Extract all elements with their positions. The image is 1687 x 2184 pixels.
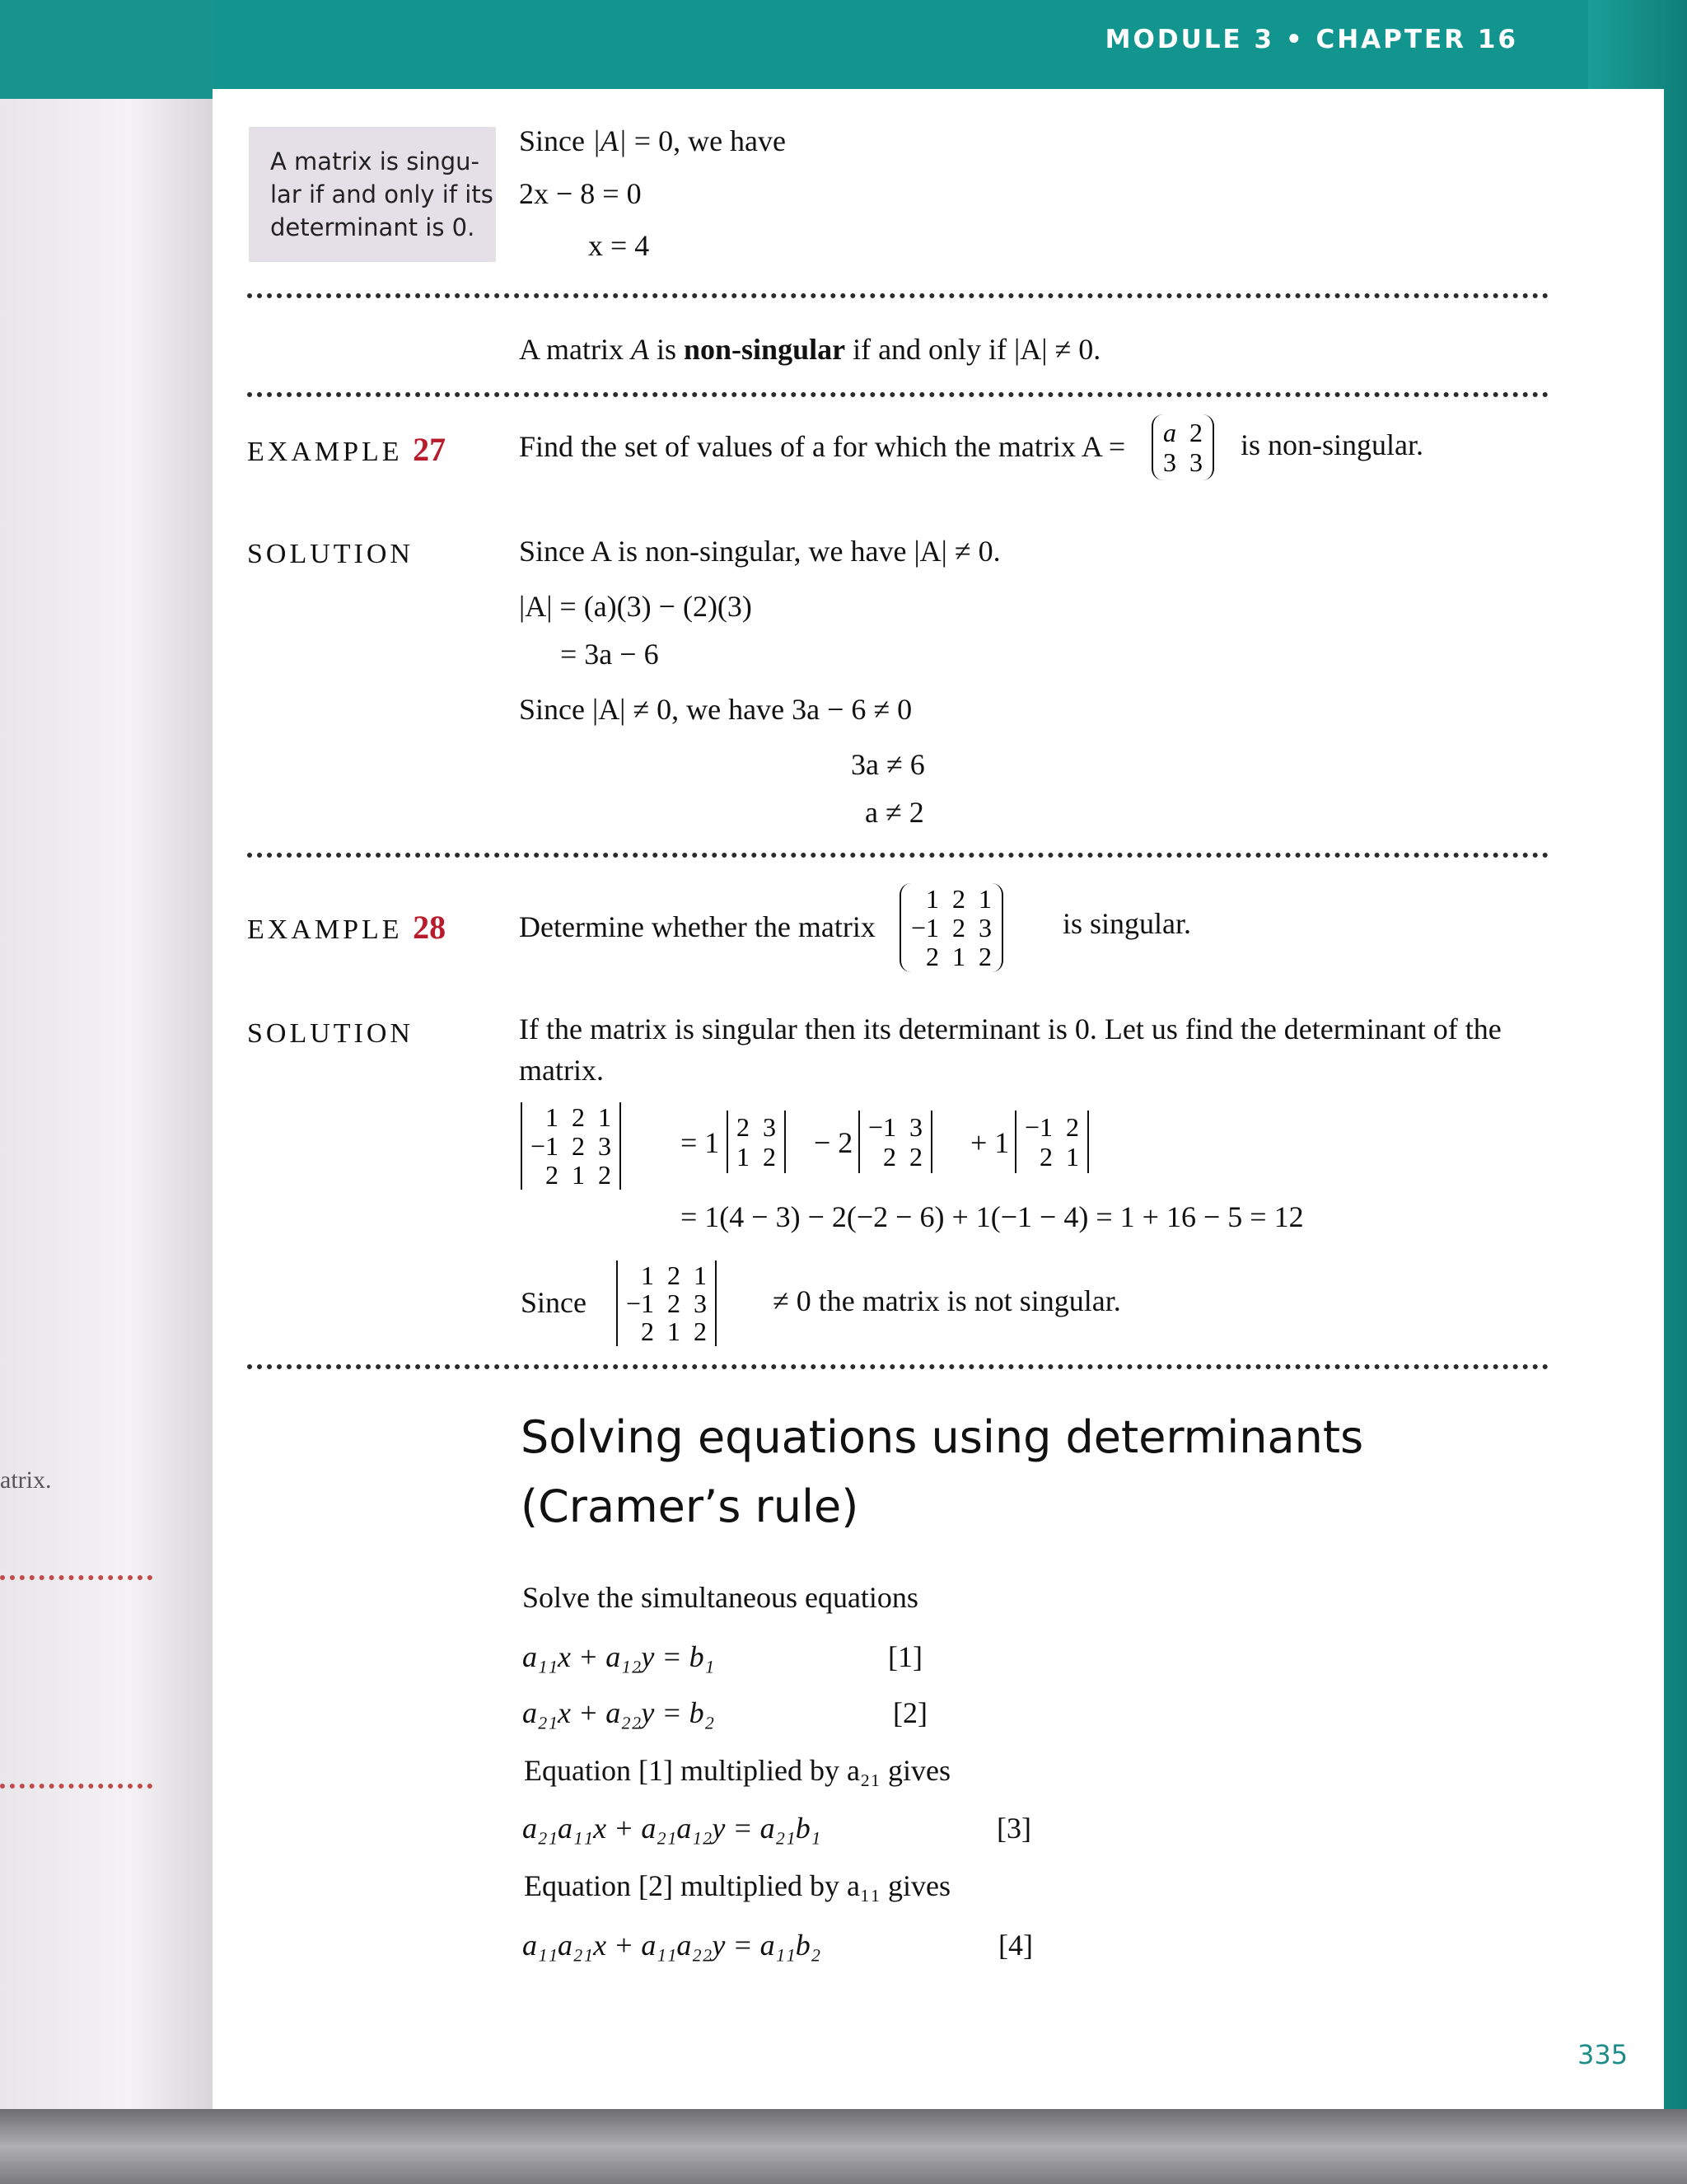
minor-determinant-3 (1015, 1111, 1089, 1173)
definition-text: A matrix (519, 333, 631, 366)
expansion-result: = 1(4 − 3) − 2(−2 − 6) + 1(−1 − 4) = 1 + 16 − 5 = 12 (680, 1200, 1304, 1233)
solution-line: Since |A| ≠ 0, we have 3a − 6 ≠ 0 (519, 693, 913, 726)
equation-1: a₁₁x + a₁₂y = b₁ (522, 1640, 715, 1673)
example-27-question-suffix: is non-singular. (1241, 428, 1423, 461)
det-right-bar (710, 1260, 717, 1346)
det-cell: 2 (736, 1112, 750, 1142)
expansion-coefficient: + 1 (970, 1126, 1010, 1159)
since-label: Since (521, 1286, 586, 1319)
section-divider (247, 1364, 1549, 1369)
det-cell: 2 (667, 1260, 681, 1290)
step-text-1: Equation [1] multiplied by a₂₁ gives (524, 1754, 951, 1787)
det-cell: 1 (545, 1101, 559, 1132)
matrix-cell: −1 (911, 912, 940, 942)
det-cell: 2 (598, 1159, 612, 1190)
det-cell: 2 (909, 1142, 923, 1172)
section-divider (247, 392, 1549, 397)
intro-text: = 0, we have (626, 124, 787, 157)
determinant-3x3-repeat (616, 1260, 717, 1346)
det-right-bar (1082, 1111, 1089, 1173)
matrix-cell: 2 (1189, 418, 1203, 447)
det-cell: 2 (572, 1130, 586, 1161)
det-cell: 3 (763, 1112, 776, 1142)
intro-line-1 (519, 124, 786, 158)
example-27-matrix (1152, 414, 1214, 480)
example-28-matrix (900, 883, 1003, 972)
equation-tag-3: [3] (997, 1812, 1031, 1845)
page-number: 335 (1577, 2039, 1629, 2070)
example-28-question-suffix: is singular. (1063, 907, 1192, 940)
matrix-cell: 2 (926, 941, 940, 971)
section-intro: Solve the simultaneous equations (522, 1581, 918, 1614)
running-header: MODULE 3 • CHAPTER 16 (1105, 25, 1518, 54)
section-heading (521, 1403, 1363, 1541)
det-cell: 3 (694, 1288, 708, 1318)
det-cell: 2 (1040, 1142, 1054, 1172)
definition-symbol: A (630, 333, 649, 366)
example-label-text: EXAMPLE (247, 914, 403, 945)
example-28-label (247, 908, 446, 947)
intro-text: Since (519, 124, 592, 157)
example-number: 28 (413, 909, 446, 946)
matrix-cell: 1 (979, 883, 993, 914)
det-cell: −1 (868, 1112, 897, 1142)
matrix-cell: 3 (1189, 447, 1203, 477)
det-cell: −1 (530, 1130, 559, 1161)
left-cover-band (0, 0, 216, 99)
det-cell: 2 (572, 1101, 586, 1132)
det-cell: 1 (1066, 1142, 1080, 1172)
left-page-fragment: atrix. (0, 1466, 52, 1494)
example-27-label (247, 430, 446, 469)
expansion-coefficient: = 1 (680, 1126, 720, 1159)
det-left-bar (858, 1111, 865, 1173)
example-28-solution-label: SOLUTION (247, 1018, 414, 1049)
example-label-text: EXAMPLE (247, 437, 403, 467)
section-heading-line: (Cramer’s rule) (521, 1480, 859, 1532)
solution-line: = 3a − 6 (560, 638, 659, 671)
example-27-solution-label: SOLUTION (247, 539, 414, 569)
det-cell: 2 (883, 1142, 897, 1172)
solution-paragraph-line: If the matrix is singular then its determinant is 0. Let us find the determinant of the (519, 1012, 1502, 1045)
equation-2: a₂₁x + a₂₂y = b₂ (522, 1696, 715, 1729)
section-heading-line: Solving equations using determinants (521, 1411, 1364, 1463)
minor-determinant-1 (727, 1111, 786, 1173)
det-cell: 2 (641, 1316, 655, 1346)
det-right-bar (779, 1111, 786, 1173)
example-number: 27 (413, 431, 446, 468)
equation-4: a₁₁a₂₁x + a₁₁a₂₂y = a₁₁b₂ (522, 1929, 821, 1962)
solution-line: |A| = (a)(3) − (2)(3) (519, 590, 752, 623)
intro-line-2: 2x − 8 = 0 (519, 177, 642, 210)
margin-note-line: A matrix is singu- (270, 147, 479, 175)
solution-line: Since A is non-singular, we have |A| ≠ 0. (519, 535, 1001, 568)
definition-term: non-singular (684, 333, 846, 366)
matrix-left-paren (900, 883, 911, 972)
book-bottom-edge (0, 2109, 1687, 2184)
matrix-cell: a (1163, 418, 1176, 447)
det-right-bar (926, 1111, 932, 1173)
margin-note-line: lar if and only if its (270, 180, 493, 208)
solution-paragraph-line: matrix. (519, 1054, 604, 1087)
left-page-divider (0, 1784, 152, 1789)
matrix-cell: 3 (979, 912, 993, 942)
expansion-coefficient: − 2 (814, 1126, 853, 1159)
equation-tag-2: [2] (893, 1696, 928, 1729)
det-cell: 2 (667, 1288, 681, 1318)
det-cell: 1 (667, 1316, 681, 1346)
intro-line-3: x = 4 (588, 229, 650, 262)
det-left-bar (1015, 1111, 1021, 1173)
det-left-bar (727, 1111, 733, 1173)
det-cell: 1 (641, 1260, 655, 1290)
matrix-cell: 2 (979, 941, 993, 971)
definition-text: is (648, 333, 684, 366)
det-cell: 2 (694, 1316, 708, 1346)
left-page-divider (0, 1575, 152, 1580)
matrix-cell: 1 (926, 883, 940, 914)
matrix-cell: 2 (952, 883, 966, 914)
conclusion: ≠ 0 the matrix is not singular. (773, 1284, 1121, 1317)
det-left-bar (521, 1102, 527, 1190)
matrix-right-paren (992, 883, 1003, 972)
matrix-left-paren (1152, 414, 1163, 480)
det-cell: 2 (545, 1159, 559, 1190)
matrix-cell: 2 (952, 912, 966, 942)
det-cell: 2 (1066, 1112, 1080, 1142)
step-text-2: Equation [2] multiplied by a₁₁ gives (524, 1869, 951, 1902)
margin-note (249, 127, 496, 262)
det-cell: 1 (572, 1159, 586, 1190)
det-cell: −1 (1025, 1112, 1054, 1142)
equation-tag-1: [1] (888, 1640, 923, 1673)
definition (519, 332, 1101, 367)
example-27-question-prefix: Find the set of values of a for which the matrix A = (519, 430, 1126, 463)
det-cell: 1 (694, 1260, 708, 1290)
det-cell: 3 (909, 1112, 923, 1142)
minor-determinant-2 (858, 1111, 932, 1173)
section-divider (247, 853, 1549, 858)
det-cell: 3 (598, 1130, 612, 1161)
determinant-3x3 (521, 1102, 621, 1190)
det-right-bar (615, 1102, 621, 1190)
margin-note-line: determinant is 0. (270, 213, 475, 241)
left-page-edge (0, 99, 216, 2109)
det-cell: 2 (763, 1142, 776, 1172)
matrix-right-paren (1203, 414, 1214, 480)
equation-tag-4: [4] (998, 1929, 1033, 1962)
solution-line: 3a ≠ 6 (851, 748, 925, 781)
matrix-cell: 3 (1163, 447, 1176, 477)
det-cell: 1 (736, 1142, 750, 1172)
equation-3: a₂₁a₁₁x + a₂₁a₁₂y = a₂₁b₁ (522, 1812, 821, 1845)
det-cell: 1 (598, 1101, 612, 1132)
definition-text: if and only if |A| ≠ 0. (845, 333, 1101, 366)
matrix-cell: 1 (952, 941, 966, 971)
solution-line: a ≠ 2 (865, 796, 924, 829)
section-divider (247, 293, 1549, 298)
intro-det: |A| (591, 124, 627, 157)
example-28-question-prefix: Determine whether the matrix (519, 910, 876, 943)
det-cell: −1 (626, 1288, 655, 1318)
det-left-bar (616, 1260, 623, 1346)
